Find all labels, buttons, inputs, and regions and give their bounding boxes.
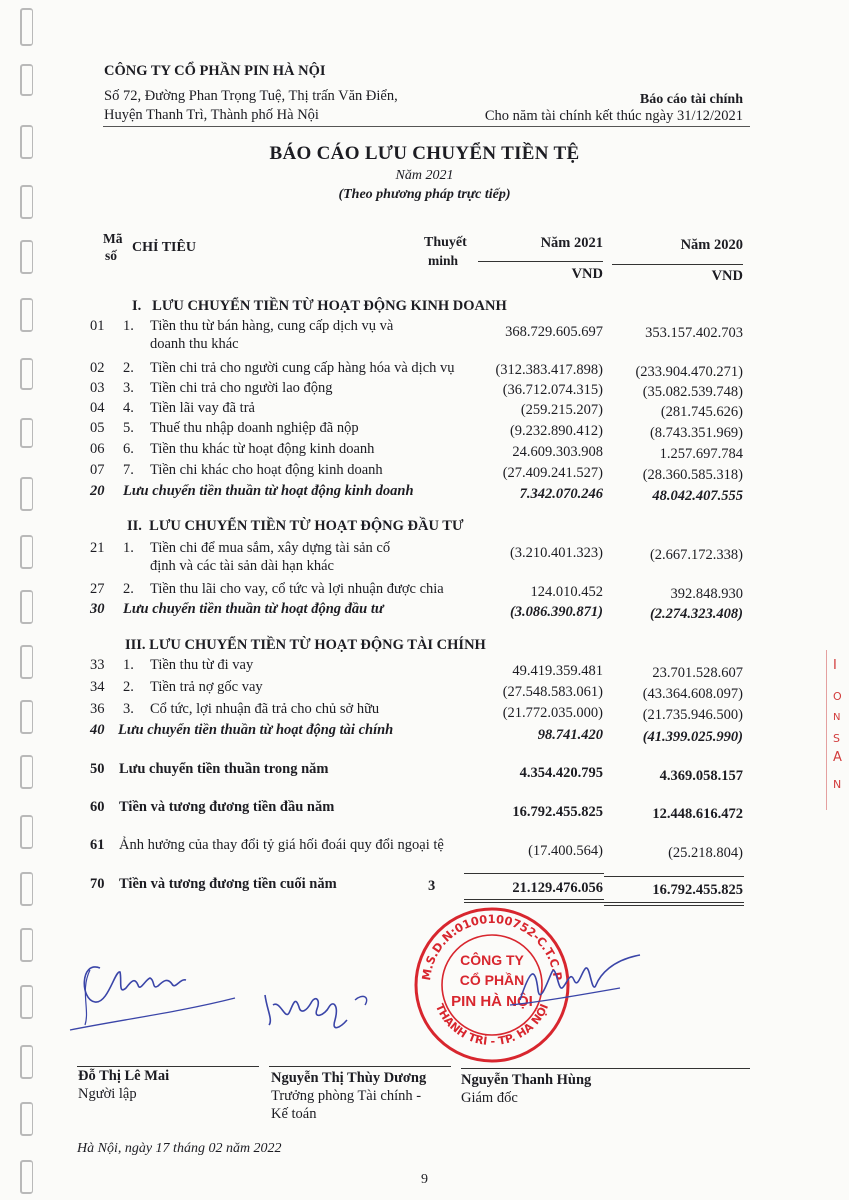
value-2020-subtotal: (41.399.025.990) — [642, 729, 743, 745]
row-code: 27 — [90, 581, 105, 597]
row-label-subtotal: Lưu chuyển tiền thuần từ hoạt động kinh doanh — [123, 483, 414, 499]
col-note-header: Thuyết — [424, 235, 467, 250]
stamp-line1: CÔNG TY — [460, 952, 524, 968]
row-label-total: Ảnh hưởng của thay đổi tỷ giá hối đoái quy đổi ngoại tệ — [119, 837, 444, 853]
chief-accountant-name: Nguyễn Thị Thùy Dương — [271, 1070, 427, 1086]
row-code-total: 50 — [90, 761, 105, 777]
binder-hole — [20, 815, 33, 849]
col-2021-unit: VND — [571, 266, 603, 282]
row-number: 3. — [123, 701, 134, 717]
col-2020-unit: VND — [711, 268, 743, 284]
stamp-ring-text: M.S.D.N:0100100752-C.T.C.P — [419, 911, 565, 982]
binder-hole — [20, 1045, 33, 1079]
value-2020: (281.745.626) — [660, 404, 743, 420]
row-code: 03 — [90, 380, 105, 396]
row-number: 7. — [123, 462, 134, 478]
value-2020-total: 16.792.455.825 — [652, 882, 743, 898]
stamp-line3: PIN HÀ NỘI — [451, 993, 533, 1010]
row-code: 05 — [90, 420, 105, 436]
value-2020: (21.735.946.500) — [642, 707, 743, 723]
row-number: 1. — [123, 540, 134, 556]
director-name: Nguyễn Thanh Hùng — [461, 1072, 592, 1088]
signature-duong — [255, 965, 415, 1045]
binder-hole — [20, 928, 33, 962]
value-2021-subtotal: (3.086.390.871) — [509, 604, 603, 620]
col-2021-header-rule — [478, 261, 603, 262]
margin-mark: A — [833, 750, 842, 765]
row-label-total: Tiền và tương đương tiền đầu năm — [119, 799, 335, 815]
double-rule-2020 — [604, 902, 744, 906]
row-label: Tiền thu lãi cho vay, cổ tức và lợi nhuận được chia — [150, 581, 444, 597]
value-2021: (9.232.890.412) — [509, 423, 603, 439]
page-number: 9 — [421, 1172, 428, 1187]
row-label-subtotal: Lưu chuyển tiền thuần từ hoạt động đầu tư — [123, 601, 384, 617]
right-margin-marks — [826, 650, 849, 810]
total-rule-top-2021 — [464, 873, 604, 874]
margin-mark: I — [833, 658, 837, 673]
value-2021-subtotal: 98.741.420 — [537, 727, 603, 743]
report-period: Cho năm tài chính kết thúc ngày 31/12/2021 — [484, 108, 743, 124]
row-number: 3. — [123, 380, 134, 396]
value-2020: 392.848.930 — [670, 586, 743, 602]
place-date: Hà Nội, ngày 17 tháng 02 năm 2022 — [77, 1141, 282, 1156]
chief-accountant-role-2: Kế toán — [271, 1106, 317, 1122]
binder-hole — [20, 418, 33, 448]
signature-rule-3 — [461, 1068, 750, 1069]
value-2020: (2.667.172.338) — [649, 547, 743, 563]
row-code: 36 — [90, 701, 105, 717]
margin-mark: N — [833, 712, 841, 723]
value-2021: (36.712.074.315) — [502, 382, 603, 398]
total-rule-top-2020 — [604, 876, 744, 877]
row-code: 02 — [90, 360, 105, 376]
preparer-name: Đỗ Thị Lê Mai — [78, 1068, 170, 1084]
value-2020: 353.157.402.703 — [645, 325, 743, 341]
company-address-line1: Số 72, Đường Phan Trọng Tuệ, Thị trấn Văn Điển, — [104, 88, 398, 104]
binder-hole — [20, 477, 33, 511]
signature-rule-2 — [269, 1066, 451, 1067]
row-label: Tiền thu từ đi vay — [150, 657, 254, 673]
margin-mark: O — [833, 690, 842, 703]
col-code-header-2: số — [105, 248, 118, 263]
col-note-header-2: minh — [428, 253, 459, 268]
binder-hole — [20, 240, 33, 274]
row-code: 33 — [90, 657, 105, 673]
row-code-subtotal: 20 — [90, 483, 105, 499]
row-code-subtotal: 30 — [90, 601, 105, 617]
binder-hole — [20, 755, 33, 789]
director-role: Giám đốc — [461, 1090, 518, 1106]
row-label-total: Tiền và tương đương tiền cuối năm — [119, 876, 337, 892]
value-2021-subtotal: 7.342.070.246 — [519, 486, 603, 502]
row-code: 01 — [90, 318, 105, 334]
row-label-total: Lưu chuyển tiền thuần trong năm — [119, 761, 329, 777]
binder-hole — [20, 1102, 33, 1136]
row-label: Tiền chi trả cho người cung cấp hàng hóa và dịch vụ — [150, 360, 455, 376]
value-2021: 24.609.303.908 — [512, 444, 603, 460]
row-label-cont: định và các tài sản dài hạn khác — [150, 558, 334, 574]
col-code-header: Mã — [103, 231, 123, 246]
binder-hole — [20, 298, 33, 332]
row-code: 04 — [90, 400, 105, 416]
row-label: Tiền chi trả cho người lao động — [150, 380, 333, 396]
row-code: 21 — [90, 540, 105, 556]
stamp-bottom-text: THANH TRÌ - TP. HÀ NỘI — [432, 1001, 552, 1049]
row-number: 5. — [123, 420, 134, 436]
row-number: 6. — [123, 441, 134, 457]
value-2021-total: 16.792.455.825 — [512, 804, 603, 820]
col-2021-header: Năm 2021 — [540, 235, 603, 251]
preparer-role: Người lập — [78, 1086, 137, 1102]
value-2021: 124.010.452 — [530, 584, 603, 600]
row-number: 1. — [123, 318, 134, 334]
binder-hole — [20, 872, 33, 906]
binder-hole — [20, 535, 33, 569]
row-label: Tiền trả nợ gốc vay — [150, 679, 263, 695]
value-2020-total: (25.218.804) — [668, 845, 743, 861]
report-type: Báo cáo tài chính — [639, 92, 743, 107]
col-item-header: CHỈ TIÊU — [132, 240, 196, 255]
row-note: 3 — [428, 878, 436, 894]
binder-hole — [20, 590, 33, 624]
value-2020-total: 12.448.616.472 — [652, 806, 743, 822]
binder-hole — [20, 8, 33, 46]
value-2021: 49.419.359.481 — [512, 663, 603, 679]
binder-hole — [20, 645, 33, 679]
row-label: Tiền thu khác từ hoạt động kinh doanh — [150, 441, 375, 457]
value-2021-total: 4.354.420.795 — [519, 765, 603, 781]
row-label-subtotal: Lưu chuyển tiền thuần từ hoạt động tài chính — [118, 722, 394, 738]
row-number: 2. — [123, 679, 134, 695]
row-code: 34 — [90, 679, 105, 695]
row-label: Thuế thu nhập doanh nghiệp đã nộp — [150, 420, 359, 436]
value-2020: (8.743.351.969) — [649, 425, 743, 441]
value-2020: 1.257.697.784 — [659, 446, 743, 462]
company-name: CÔNG TY CỔ PHẦN PIN HÀ NỘI — [104, 63, 326, 79]
section-heading-investing: II. LƯU CHUYỂN TIỀN TỪ HOẠT ĐỘNG ĐẦU TƯ — [127, 518, 464, 534]
row-number: 1. — [123, 657, 134, 673]
value-2020-subtotal: 48.042.407.555 — [652, 488, 743, 504]
title-year: Năm 2021 — [395, 168, 454, 183]
stamp-line2: CỔ PHẦN — [459, 972, 525, 988]
row-number: 4. — [123, 400, 134, 416]
binder-hole — [20, 358, 33, 390]
value-2021-total: (17.400.564) — [528, 843, 603, 859]
value-2021-total: 21.129.476.056 — [512, 880, 603, 896]
value-2020: (28.360.585.318) — [642, 467, 743, 483]
row-label: Cổ tức, lợi nhuận đã trả cho chủ sở hữu — [150, 701, 380, 717]
row-code: 07 — [90, 462, 105, 478]
margin-mark: S — [833, 732, 840, 745]
col-2020-header: Năm 2020 — [680, 237, 743, 253]
value-2020-total: 4.369.058.157 — [659, 768, 743, 784]
row-code-total: 70 — [90, 876, 105, 892]
company-address-line2: Huyện Thanh Trì, Thành phố Hà Nội — [104, 107, 319, 123]
section-heading-financing: III. LƯU CHUYỂN TIỀN TỪ HOẠT ĐỘNG TÀI CHÍNH — [125, 637, 486, 653]
signature-rule-1 — [77, 1066, 259, 1067]
value-2020: (43.364.608.097) — [642, 686, 743, 702]
title-method: (Theo phương pháp trực tiếp) — [338, 187, 511, 202]
value-2021: (21.772.035.000) — [502, 705, 603, 721]
value-2021: (259.215.207) — [520, 402, 603, 418]
row-label: Tiền chi để mua sắm, xây dựng tài sản cố — [150, 540, 391, 556]
value-2020: (233.904.470.271) — [635, 364, 743, 380]
row-code-subtotal: 40 — [90, 722, 105, 738]
margin-mark: N — [833, 778, 842, 791]
row-label: Tiền chi khác cho hoạt động kinh doanh — [150, 462, 383, 478]
row-label-cont: doanh thu khác — [150, 336, 239, 352]
binder-hole — [20, 700, 33, 734]
value-2021: (27.409.241.527) — [502, 465, 603, 481]
value-2020: (35.082.539.748) — [642, 384, 743, 400]
binder-hole — [20, 985, 33, 1019]
value-2020-subtotal: (2.274.323.408) — [649, 606, 743, 622]
chief-accountant-role: Trưởng phòng Tài chính - — [271, 1088, 422, 1104]
value-2021: (312.383.417.898) — [495, 362, 603, 378]
double-rule-2021 — [464, 899, 604, 903]
value-2021: 368.729.605.697 — [505, 324, 603, 340]
page-title: BÁO CÁO LƯU CHUYỂN TIỀN TỆ — [269, 143, 580, 164]
row-number: 2. — [123, 581, 134, 597]
col-2020-header-rule — [612, 264, 743, 265]
row-label: Tiền lãi vay đã trả — [150, 400, 255, 416]
row-number: 2. — [123, 360, 134, 376]
value-2020: 23.701.528.607 — [652, 665, 743, 681]
row-code: 06 — [90, 441, 105, 457]
section-heading-operating: I. LƯU CHUYỂN TIỀN TỪ HOẠT ĐỘNG KINH DOANH — [132, 298, 507, 314]
signature-hung — [500, 950, 650, 1020]
value-2021: (27.548.583.061) — [502, 684, 603, 700]
signature-mai — [60, 950, 240, 1045]
value-2021: (3.210.401.323) — [509, 545, 603, 561]
row-code-total: 61 — [90, 837, 105, 853]
row-code-total: 60 — [90, 799, 105, 815]
row-label: Tiền thu từ bán hàng, cung cấp dịch vụ và — [150, 318, 394, 334]
header-rule — [103, 126, 750, 127]
binder-hole — [20, 64, 33, 96]
